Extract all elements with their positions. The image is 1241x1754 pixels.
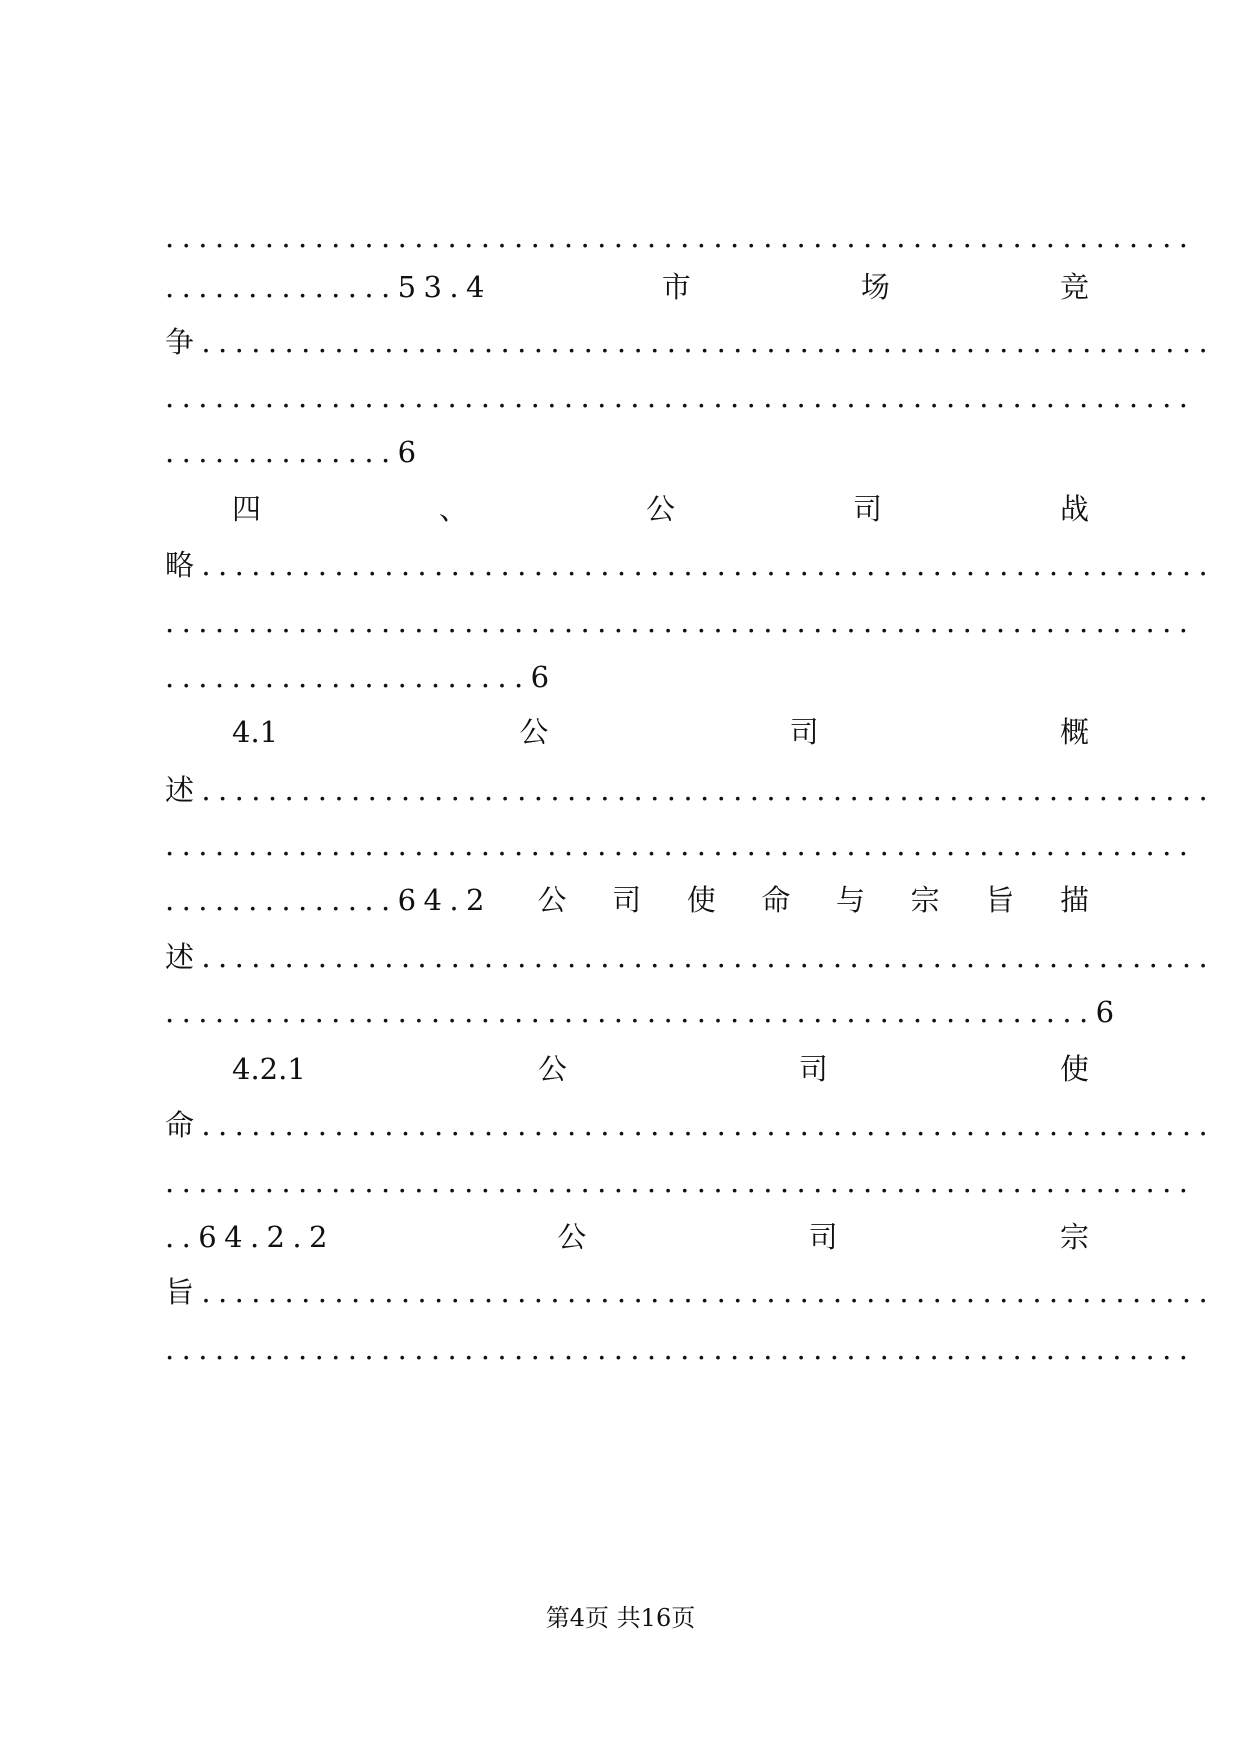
toc-segment: 市 — [661, 270, 691, 304]
toc-segment: 与 — [836, 883, 866, 917]
toc-segment: 场 — [860, 270, 890, 304]
page-footer: 第4页 共16页 — [545, 1604, 696, 1632]
toc-line: 旨............................................................. — [165, 1275, 1216, 1309]
toc-segment: 战 — [1059, 492, 1089, 526]
toc-segment: ..64.2.2 — [165, 1220, 335, 1254]
toc-segment: 宗 — [1059, 1220, 1089, 1254]
toc-segment: 使 — [686, 883, 716, 917]
toc-segment: 公 — [537, 883, 567, 917]
toc-line: .............................................................. — [165, 380, 1196, 414]
toc-line: ........................................................6 — [165, 995, 1122, 1029]
toc-line: .............................................................. — [165, 220, 1196, 254]
toc-line: 争............................................................. — [165, 325, 1216, 359]
toc-line — [232, 1047, 1089, 1091]
toc-segment: 公 — [557, 1220, 587, 1254]
toc-line: .............................................................. — [165, 828, 1196, 862]
toc-line — [232, 487, 1089, 531]
toc-segment: 公 — [519, 715, 549, 749]
toc-line: ..............6 — [165, 435, 424, 469]
toc-segment: 概 — [1059, 715, 1089, 749]
toc-segment: 四 — [232, 492, 262, 526]
toc-segment: 竞 — [1059, 270, 1089, 304]
toc-segment: 司 — [808, 1220, 838, 1254]
toc-line: .............................................................. — [165, 605, 1196, 639]
toc-segment: 描 — [1059, 883, 1089, 917]
toc-segment: 旨 — [985, 883, 1015, 917]
toc-segment: 公 — [537, 1052, 567, 1086]
toc-line — [165, 878, 1089, 922]
toc-segment: 、 — [438, 492, 468, 526]
toc-line: ......................6 — [165, 660, 557, 694]
toc-line: .............................................................. — [165, 1332, 1196, 1366]
toc-segment: 司 — [798, 1052, 828, 1086]
toc-segment: 命 — [761, 883, 791, 917]
toc-segment: 使 — [1059, 1052, 1089, 1086]
toc-segment: 宗 — [910, 883, 940, 917]
toc-segment: 司 — [852, 492, 882, 526]
toc-segment: 公 — [645, 492, 675, 526]
toc-line — [165, 265, 1089, 309]
toc-line: 命............................................................. — [165, 1108, 1216, 1142]
toc-line: 述............................................................. — [165, 773, 1216, 807]
toc-line — [232, 710, 1089, 754]
toc-line: 略............................................................. — [165, 548, 1216, 582]
toc-segment: ..............53.4 — [165, 270, 492, 304]
toc-segment: 4.1 — [232, 715, 279, 749]
toc-segment: 司 — [789, 715, 819, 749]
toc-segment: ..............64.2 — [165, 883, 492, 917]
toc-line: 述............................................................. — [165, 940, 1216, 974]
toc-line — [165, 1215, 1089, 1259]
toc-segment: 4.2.1 — [232, 1052, 306, 1086]
toc-segment: 司 — [612, 883, 642, 917]
toc-line: .............................................................. — [165, 1165, 1196, 1199]
